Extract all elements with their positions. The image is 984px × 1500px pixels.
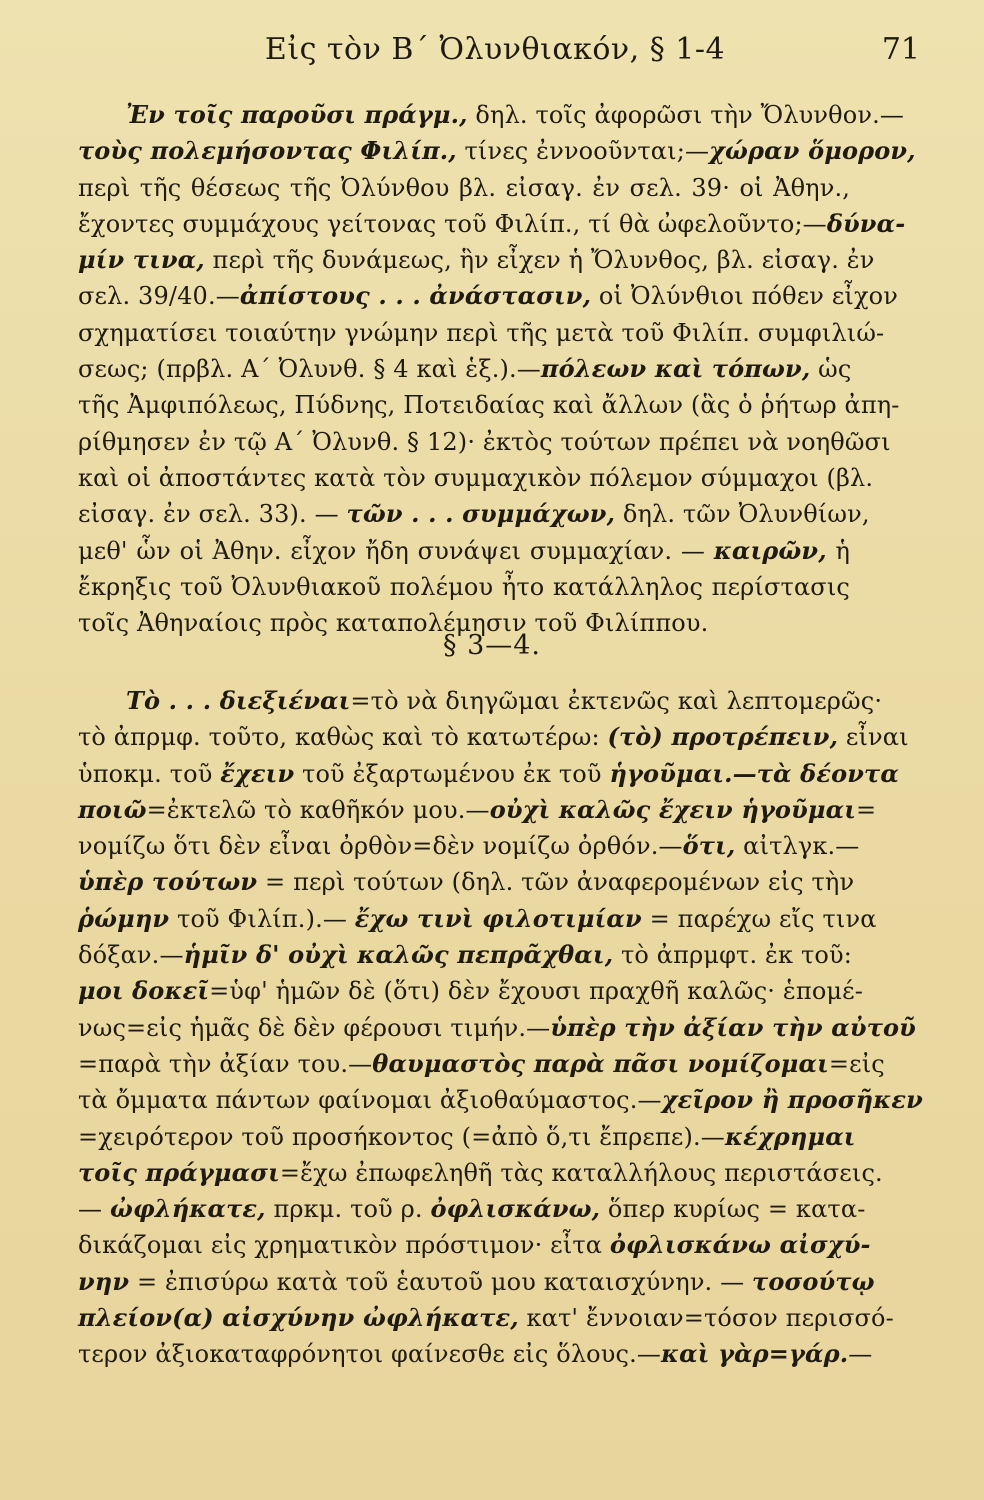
text-line: τοῖς πράγμασι=ἔχω ἐπωφεληθῆ τὰς καταλλήλους περιστάσεις. — [78, 1157, 883, 1187]
text-line: σεως; (πρβλ. Α΄ Ὀλυνθ. § 4 καὶ ἑξ.).—πόλεων καὶ τόπων, ὡς — [78, 354, 852, 384]
text-line: ῥώμην τοῦ Φιλίπ.).— ἔχω τινὶ φιλοτιμίαν = παρέχω εἴς τινα — [78, 903, 877, 933]
text-line: νως=εἰς ἡμᾶς δὲ δὲν φέρουσι τιμήν.—ὑπὲρ τὴν ἀξίαν τὴν αὐτοῦ — [78, 1012, 916, 1042]
text-line: τοῖς Ἀθηναίοις πρὸς καταπολέμησιν τοῦ Φιλίππου. — [78, 609, 709, 638]
text-line: νην = ἐπισύρω κατὰ τοῦ ἑαυτοῦ μου καταισχύνην. — τοσούτῳ — [78, 1266, 875, 1296]
text-line: σελ. 39/40.—ἀπίστους . . . ἀνάστασιν, οἱ Ὀλύνθιοι πόθεν εἶχον — [78, 281, 899, 311]
text-line: μοι δοκεῖ=ὑφ' ἡμῶν δὲ (ὅτι) δὲν ἔχουσι πραχθῆ καλῶς· ἑπομέ- — [78, 976, 864, 1006]
text-line: τερον ἀξιοκαταφρόνητοι φαίνεσθε εἰς ὅλους.—καὶ γὰρ=γάρ.— — [78, 1339, 873, 1369]
text-line: ἔχοντες συμμάχους γείτονας τοῦ Φιλίπ., τί θὰ ὠφελοῦντο;—δύνα- — [78, 208, 906, 238]
text-line: ὑποκμ. τοῦ ἔχειν τοῦ ἐξαρτωμένου ἐκ τοῦ ἡγοῦμαι.—τὰ δέοντα — [78, 758, 899, 788]
text-line: μίν τινα, περὶ τῆς δυνάμεως, ἣν εἶχεν ἡ Ὄλυνθος, βλ. εἰσαγ. ἐν — [78, 245, 875, 275]
text-line: Ἐν τοῖς παροῦσι πράγμ., δηλ. τοῖς ἀφορῶσι τὴν Ὄλυνθον.— — [126, 100, 905, 129]
text-line: δικάζομαι εἰς χρηματικὸν πρόστιμον· εἶτα ὀφλισκάνω αἰσχύ- — [78, 1230, 871, 1260]
commentary-paragraph-2 — [78, 683, 923, 1373]
text-line: =παρὰ τὴν ἀξίαν του.—θαυμαστὸς παρὰ πᾶσι νομίζομαι=εἰς — [78, 1048, 885, 1078]
text-line: περὶ τῆς θέσεως τῆς Ὀλύνθου βλ. εἰσαγ. ἐν σελ. 39· οἱ Ἀθην., — [78, 173, 850, 202]
commentary-paragraph-1 — [78, 97, 916, 641]
text-line: νομίζω ὅτι δὲν εἶναι ὀρθὸν=δὲν νομίζω ὀρθόν.—ὅτι, αἰτλγκ.— — [78, 831, 860, 861]
text-line: σχηματίσει τοιαύτην γνώμην περὶ τῆς μετὰ τοῦ Φιλίπ. συμφιλιώ- — [78, 318, 885, 347]
text-line: =χειρότερον τοῦ προσήκοντος (=ἀπὸ ὅ,τι ἔπρεπε).—κέχρημαι — [78, 1121, 856, 1151]
running-header-title: Εἰς τὸν Β΄ Ὀλυνθιακόν, § 1-4 — [264, 32, 726, 67]
text-line: εἰσαγ. ἐν σελ. 33). — τῶν . . . συμμάχων, δηλ. τῶν Ὀλυνθίων, — [78, 499, 870, 529]
page-number: 71 — [881, 32, 920, 67]
text-line: τὸ ἀπρμφ. τοῦτο, καθὼς καὶ τὸ κατωτέρω: (τὸ) προτρέπειν, εἶναι — [78, 722, 909, 752]
text-line: καὶ οἱ ἀποστάντες κατὰ τὸν συμμαχικὸν πόλεμον σύμμαχοι (βλ. — [78, 463, 874, 492]
text-line: — ὠφλήκατε, πρκμ. τοῦ ρ. ὀφλισκάνω, ὅπερ κυρίως = κατα- — [78, 1194, 866, 1224]
text-line: πλείον(α) αἰσχύνην ὠφλήκατε, κατ' ἔννοιαν=τόσον περισσό- — [78, 1303, 894, 1333]
text-line: ἔκρηξις τοῦ Ὀλυνθιακοῦ πολέμου ἦτο κατάλληλος περίστασις — [78, 572, 850, 601]
running-header — [60, 32, 930, 72]
text-line: Τὸ . . . διεξιέναι=τὸ νὰ διηγῶμαι ἐκτενῶς καὶ λεπτομερῶς· — [126, 686, 883, 715]
text-line: ρίθμησεν ἐν τῷ Α΄ Ὀλυνθ. § 12)· ἐκτὸς τούτων πρέπει νὰ νοηθῶσι — [78, 427, 891, 456]
text-line: τῆς Ἀμφιπόλεως, Πύδνης, Ποτειδαίας καὶ ἄλλων (ἃς ὁ ῥήτωρ ἀπη- — [78, 391, 900, 420]
section-heading: § 3—4. — [442, 630, 542, 661]
text-line: ποιῶ=ἐκτελῶ τὸ καθῆκόν μου.—οὐχὶ καλῶς ἔχειν ἡγοῦμαι= — [78, 794, 877, 824]
text-line: μεθ' ὧν οἱ Ἀθην. εἶχον ἤδη συνάψει συμμαχίαν. — καιρῶν, ἡ — [78, 535, 850, 565]
text-line: δόξαν.—ἡμῖν δ' οὐχὶ καλῶς πεπρᾶχθαι, τὸ ἀπρμφτ. ἐκ τοῦ: — [78, 940, 852, 970]
text-line: τὰ ὄμματα πάντων φαίνομαι ἀξιοθαύμαστος.—χεῖρον ἢ προσῆκεν — [78, 1085, 923, 1115]
text-line: ὑπὲρ τούτων = περὶ τούτων (δηλ. τῶν ἀναφερομένων εἰς τὴν — [78, 867, 855, 897]
text-line: τοὺς πολεμήσοντας Φιλίπ., τίνες ἐννοοῦνται;—χώραν ὅμορον, — [78, 136, 916, 166]
